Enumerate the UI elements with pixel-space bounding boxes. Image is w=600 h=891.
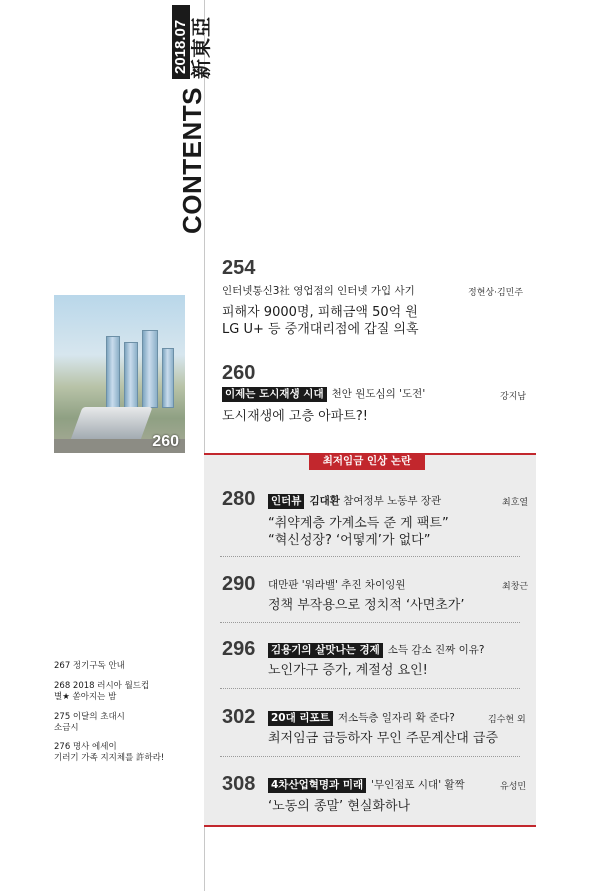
page-number: 260 xyxy=(222,362,256,384)
article-headline: 도시재생에 고층 아파트?! xyxy=(222,409,368,424)
page-number: 296 xyxy=(222,638,256,660)
article-title: 천안 원도심의 '도전' xyxy=(331,388,426,400)
article-title: 소득 감소 진짜 이유? xyxy=(387,644,485,656)
section-label: 최저임금 인상 논란 xyxy=(309,453,425,470)
article-headline: 최저임금 급등하자 무인 주문계산대 급증 xyxy=(268,731,499,746)
list-item-line: 별★ 쏟아지는 밤 xyxy=(54,692,117,702)
article-title: 대만판 '워라밸' 추진 차이잉원 xyxy=(268,579,406,591)
tower-shape xyxy=(162,348,174,408)
cover-photo xyxy=(54,295,185,453)
article-tag: 20대 리포트 xyxy=(268,711,333,726)
article-title: 저소득층 일자리 확 준다? xyxy=(337,712,455,724)
article-headline: “취약계층 가계소득 준 게 팩트” xyxy=(268,516,449,531)
article-title-line xyxy=(268,493,441,509)
article-author: 김수현 외 xyxy=(488,715,526,725)
list-item-line: 267 정기구독 안내 xyxy=(54,661,125,671)
article-author: 최호열 xyxy=(502,498,529,508)
article-title-line xyxy=(222,386,425,402)
page-number: 280 xyxy=(222,488,256,510)
issue-date: 2018.07 xyxy=(172,5,190,79)
page-number: 308 xyxy=(222,773,256,795)
article-author: 강지남 xyxy=(500,392,527,402)
list-item-line: 276 명사 에세이 xyxy=(54,742,117,752)
dotted-divider xyxy=(220,622,520,623)
page-number: 302 xyxy=(222,706,256,728)
dotted-divider xyxy=(220,756,520,757)
page-number: 290 xyxy=(222,573,256,595)
article-title-line xyxy=(268,710,455,726)
list-item-line: 기러기 가족 지지체를 許하라! xyxy=(54,753,165,763)
tower-shape xyxy=(106,336,120,408)
issue-block xyxy=(172,5,212,79)
list-item-line: 268 2018 러시아 월드컵 xyxy=(54,681,150,691)
list-item xyxy=(54,681,149,703)
article-title-line xyxy=(268,777,465,793)
article-headline: LG U+ 등 중개대리점에 갑질 의혹 xyxy=(222,322,419,337)
article-headline: 피해자 9000명, 피해금액 50억 원 xyxy=(222,305,418,320)
article-headline: “혁신성장? ‘어떻게’가 없다” xyxy=(268,533,431,548)
interviewee-name: 김대환 xyxy=(309,495,340,507)
article-headline: 노인가구 증가, 계절성 요인! xyxy=(268,663,428,678)
list-item-line: 소금시 xyxy=(54,723,79,733)
list-item xyxy=(54,712,125,734)
page-number: 254 xyxy=(222,257,256,279)
article-title: 참여정부 노동부 장관 xyxy=(343,495,442,507)
article-tag: 4차산업혁명과 미래 xyxy=(268,778,366,793)
dotted-divider xyxy=(220,688,520,689)
contents-title: CONTENTS xyxy=(176,87,207,234)
article-tag: 인터뷰 xyxy=(268,494,304,509)
article-title: '무인점포 시대' 활짝 xyxy=(371,779,465,791)
tower-shape xyxy=(142,330,158,408)
dotted-divider xyxy=(220,556,520,557)
article-title: 인터넷통신3社 영업점의 인터넷 가입 사기 xyxy=(222,285,415,297)
article-tag: 이제는 도시재생 시대 xyxy=(222,387,327,402)
list-item xyxy=(54,661,125,672)
article-author: 정현상·김민주 xyxy=(468,288,524,298)
article-author: 유성민 xyxy=(500,782,527,792)
brand-logo: 新東亞 xyxy=(189,16,213,79)
photo-page-number: 260 xyxy=(152,433,179,450)
article-author: 최창근 xyxy=(502,582,529,592)
article-headline: 정책 부작용으로 정치적 ‘사면초가’ xyxy=(268,598,465,613)
article-tag: 김용기의 살맛나는 경제 xyxy=(268,643,383,658)
article-headline: ‘노동의 종말’ 현실화하나 xyxy=(268,799,411,814)
list-item-line: 275 이달의 초대시 xyxy=(54,712,125,722)
tower-shape xyxy=(124,342,138,408)
masthead xyxy=(172,16,213,234)
list-item xyxy=(54,742,164,764)
article-title-line xyxy=(268,642,484,658)
building-base xyxy=(69,407,152,443)
